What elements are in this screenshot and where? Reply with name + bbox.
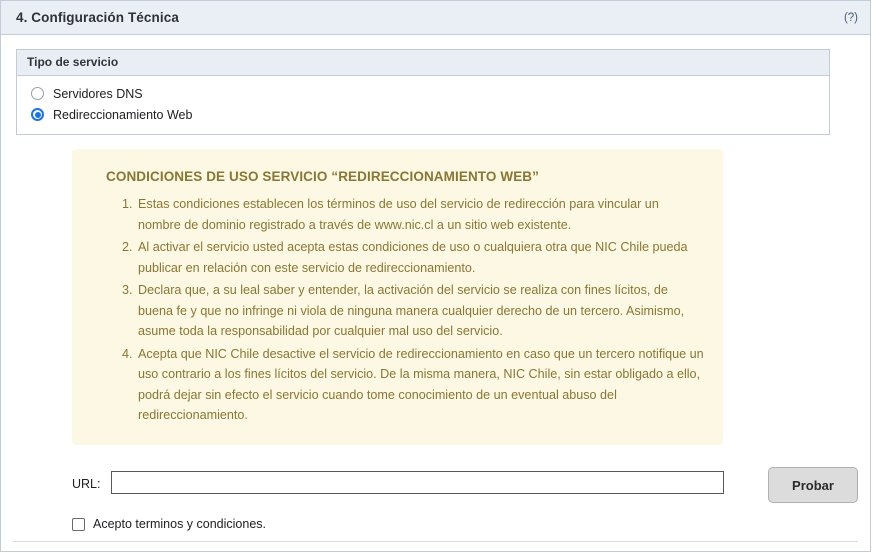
test-button[interactable]: Probar xyxy=(768,467,858,503)
service-type-header xyxy=(17,50,829,76)
terms-conditions-title: CONDICIONES DE USO SERVICIO “REDIRECCIONAMIENTO WEB” xyxy=(106,169,539,184)
bottom-divider xyxy=(13,541,858,542)
url-label: URL: xyxy=(72,477,101,491)
page-title: 4. Configuración Técnica xyxy=(16,10,179,25)
radio-row-web-redirect[interactable] xyxy=(31,104,829,125)
list-item: 1. Estas condiciones establecen los términos de uso del servicio de redirección para vincular un nombre de dominio registrado a través de www.nic.cl a un sitio web existente. xyxy=(136,194,705,235)
radio-redireccionamiento-web[interactable] xyxy=(31,108,44,121)
radio-label-servidores-dns[interactable]: Servidores DNS xyxy=(53,86,143,101)
url-row xyxy=(1,471,870,501)
accept-terms-label[interactable]: Acepto terminos y condiciones. xyxy=(93,517,267,531)
terms-conditions-box xyxy=(72,149,723,445)
list-item: 2. Al activar el servicio usted acepta estas condiciones de uso o cualquiera otra que NIC Chile pueda publicar en relación con este servicio de redireccionamiento. xyxy=(136,237,705,278)
radio-row-dns[interactable] xyxy=(31,83,829,104)
service-type-legend: Tipo de servicio xyxy=(27,55,119,69)
radio-servidores-dns[interactable] xyxy=(31,87,44,100)
help-icon[interactable]: (?) xyxy=(843,12,858,24)
list-item: 4. Acepta que NIC Chile desactive el servicio de redireccionamiento en caso que un tercero notifique un uso contrario a los fines lícitos del servicio. De la misma manera, NIC Chile, sin estar obligado a ello, podrá dejar sin efecto el servicio cuando tome conocimiento de un eventual abuso del redireccionamiento. xyxy=(136,344,705,426)
radio-label-redireccionamiento-web[interactable]: Redireccionamiento Web xyxy=(53,107,193,122)
url-input[interactable] xyxy=(111,471,724,494)
service-type-options xyxy=(17,76,829,125)
accept-terms-row[interactable] xyxy=(72,517,266,531)
terms-conditions-list xyxy=(90,194,705,426)
list-item: 3. Declara que, a su leal saber y entender, la activación del servicio se realiza con fines lícitos, de buena fe y que no infringe ni viola de ninguna manera cualquier derecho de un tercero. Asimismo, asume toda la responsabilidad por cualquier mal uso del servicio. xyxy=(136,280,705,342)
section-header xyxy=(1,1,870,35)
accept-terms-checkbox[interactable] xyxy=(72,518,85,531)
service-type-fieldset xyxy=(16,49,830,135)
